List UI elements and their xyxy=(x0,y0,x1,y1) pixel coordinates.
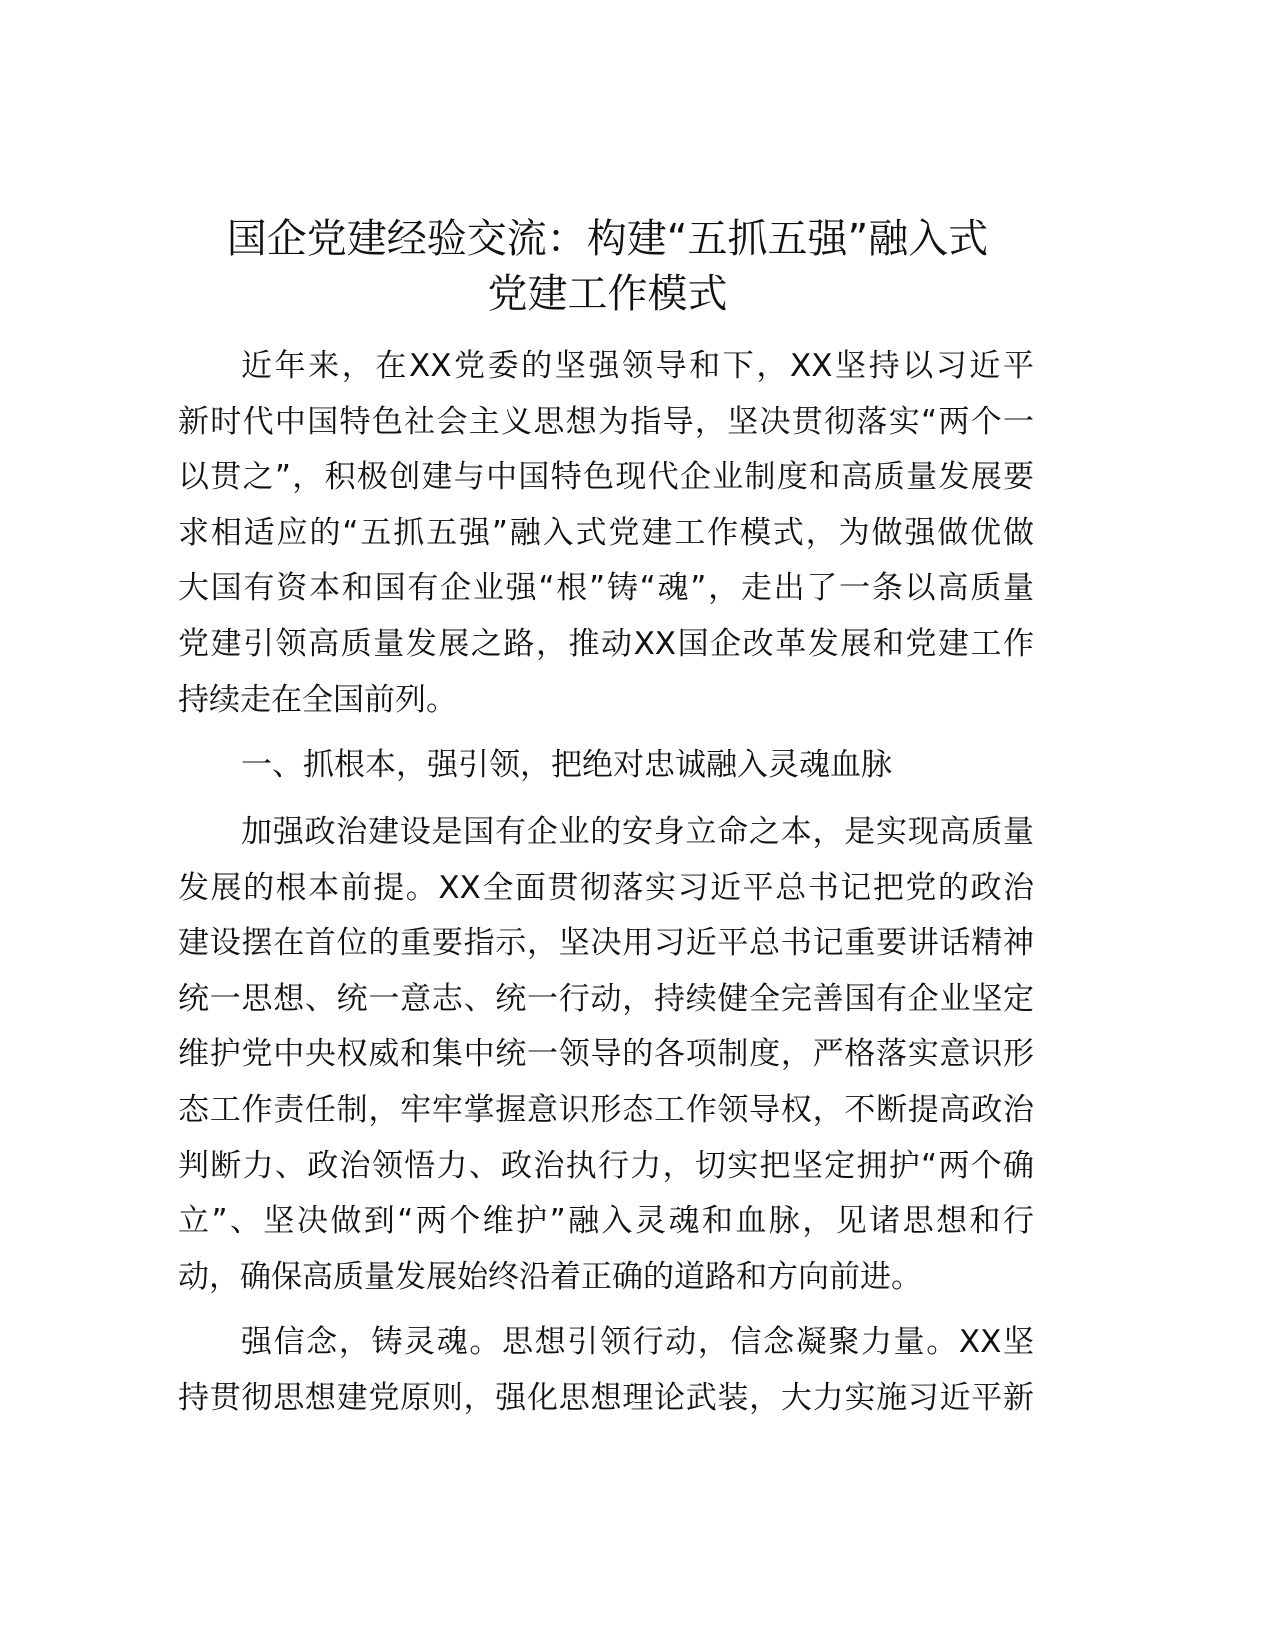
text-line: 新时代中国特色社会主义思想为指导，坚决贯彻落实“两个一 xyxy=(178,403,1034,440)
text-line: 强信念，铸灵魂。思想引领行动，信念凝聚力量。XX坚 xyxy=(241,1324,1034,1360)
paragraph-3 xyxy=(178,1315,1034,1426)
text-line: 持续走在全国前列。 xyxy=(178,681,457,718)
text-line: 建设摆在首位的重要指示，坚决用习近平总书记重要讲话精神 xyxy=(178,925,1034,962)
text-line: 动，确保高质量发展始终沿着正确的道路和方向前进。 xyxy=(178,1258,922,1295)
title-line: 党建工作模式 xyxy=(487,271,728,317)
text-line: 统一思想、统一意志、统一行动，持续健全完善国有企业坚定 xyxy=(178,980,1034,1017)
text-line: 发展的根本前提。XX全面贯彻落实习近平总书记把党的政治 xyxy=(178,869,1034,906)
title-line: 国企党建经验交流：构建“五抓五强”融入式 xyxy=(226,216,989,262)
text-line: 维护党中央权威和集中统一领导的各项制度，严格落实意识形 xyxy=(178,1036,1034,1073)
text-line: 态工作责任制，牢牢掌握意识形态工作领导权，不断提高政治 xyxy=(178,1091,1034,1128)
paragraph-2 xyxy=(178,805,1034,1305)
paragraph-1 xyxy=(178,339,1034,728)
text-line: 党建引领高质量发展之路，推动XX国企改革发展和党建工作 xyxy=(178,625,1034,662)
text-line: 加强政治建设是国有企业的安身立命之本，是实现高质量 xyxy=(241,814,1034,850)
text-line: 求相适应的“五抓五强”融入式党建工作模式，为做强做优做 xyxy=(178,514,1034,551)
heading-text: 一、抓根本，强引领，把绝对忠诚融入灵魂血脉 xyxy=(241,747,892,783)
text-line: 持贯彻思想建党原则，强化思想理论武装，大力实施习近平新 xyxy=(178,1379,1034,1416)
section-heading-1 xyxy=(178,738,1034,794)
text-line: 大国有资本和国有企业强“根”铸“魂”，走出了一条以高质量 xyxy=(178,570,1034,607)
text-line: 以贯之”，积极创建与中国特色现代企业制度和高质量发展要 xyxy=(178,459,1034,496)
text-line: 判断力、政治领悟力、政治执行力，切实把坚定拥护“两个确 xyxy=(178,1147,1034,1184)
text-line: 立”、坚决做到“两个维护”融入灵魂和血脉，见诸思想和行 xyxy=(178,1203,1034,1240)
document-title xyxy=(150,212,1065,322)
text-line: 近年来，在XX党委的坚强领导和下，XX坚持以习近平 xyxy=(241,348,1034,384)
